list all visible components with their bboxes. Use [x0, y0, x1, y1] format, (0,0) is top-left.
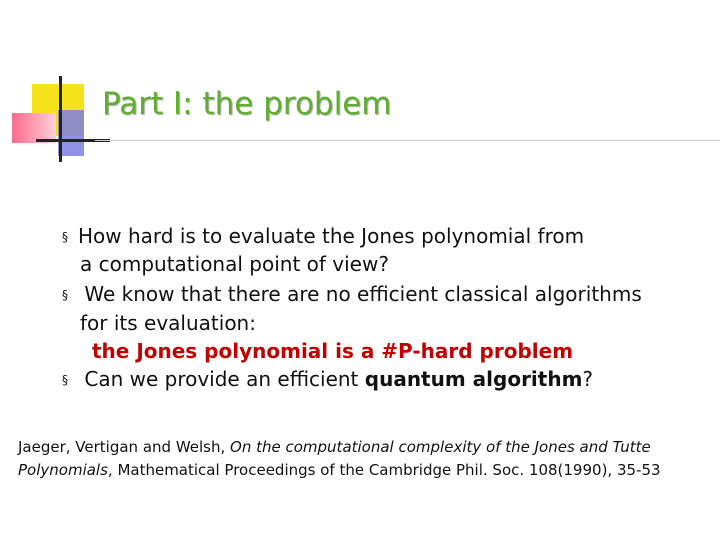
vertical-line	[59, 76, 62, 162]
reference-title-2: Polynomials	[18, 461, 108, 479]
bullet-icon: §	[62, 288, 68, 302]
bullet-1	[62, 224, 584, 249]
reference-rest: , Mathematical Proceedings of the Cambridge Phil. Soc. 108(1990), 35-53	[107, 461, 661, 479]
bullet-1-cont	[80, 252, 389, 276]
bullet-1-line-1: How hard is to evaluate the Jones polynomial from	[78, 224, 585, 248]
bullet-3-bold: quantum algorithm	[364, 367, 583, 391]
bullet-3-pre: Can we provide an efficient	[84, 367, 365, 391]
bullet-2-line-1: We know that there are no efficient classical algorithms	[84, 282, 642, 306]
reference-authors: Jaeger, Vertigan and Welsh,	[18, 438, 231, 456]
bullet-1-line-2: a computational point of view?	[80, 252, 389, 276]
bullet-icon: §	[62, 230, 68, 244]
bullet-2-line-2: for its evaluation:	[80, 311, 256, 335]
bullet-2-cont	[80, 311, 256, 335]
reference-line-2	[18, 460, 661, 480]
bullet-3-post: ?	[582, 367, 594, 391]
bullet-3	[62, 367, 593, 392]
title-underline	[95, 140, 720, 141]
reference-title-1: On the computational complexity of the Jones and Tutte	[230, 438, 651, 456]
bullet-2	[62, 282, 642, 307]
slide-logo-decoration	[0, 0, 110, 170]
bullet-icon: §	[62, 373, 68, 387]
reference-line-1	[18, 437, 651, 457]
slide-title: Part I: the problem	[102, 86, 392, 122]
highlight-statement: the Jones polynomial is a #P-hard problem	[92, 339, 574, 363]
